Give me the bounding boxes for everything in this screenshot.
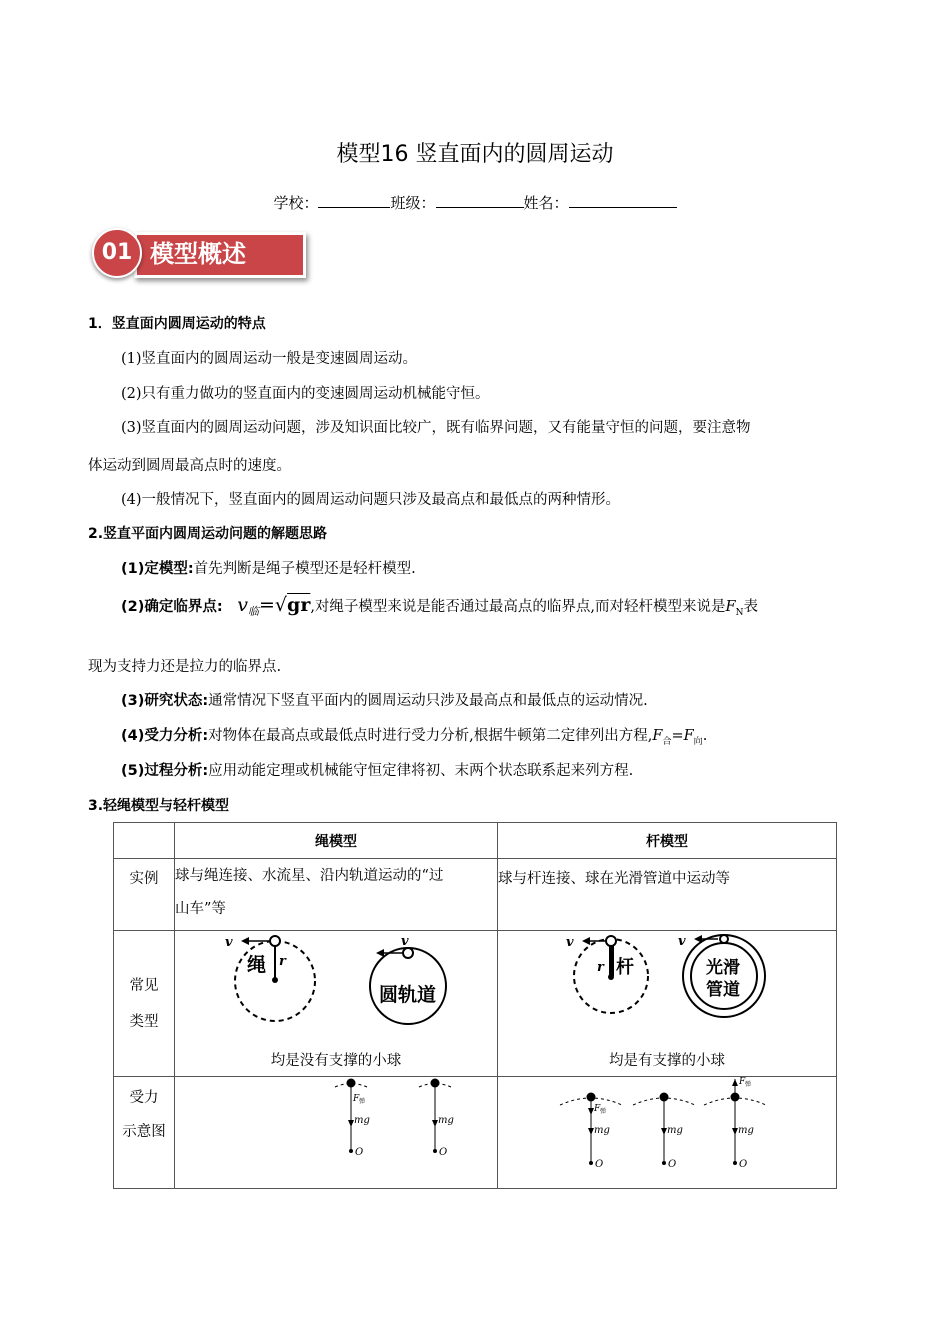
step-1: [121, 557, 416, 578]
rope-o-label-2: O: [439, 1147, 448, 1158]
equals-sign: =: [259, 594, 275, 616]
rod-f-arrow-3: [732, 1079, 738, 1086]
fn-symbol: F: [725, 599, 736, 615]
rod-r-label: r: [597, 960, 604, 975]
sqrt-icon: √: [274, 594, 288, 616]
section1-item-3-cont: 体运动到圆周最高点时的速度。: [88, 458, 291, 474]
header-empty-cell: [114, 823, 175, 859]
rope-mg-label-2: mg: [438, 1115, 454, 1126]
school-blank[interactable]: [318, 193, 390, 208]
rope-r-label: r: [279, 954, 286, 969]
rope-example-line2: 山车”等: [175, 901, 226, 917]
section1-item-4: (4)一般情况下，竖直面内的圆周运动问题只涉及最高点和最低点的两种情形。: [121, 492, 621, 508]
f-net-symbol: F: [652, 728, 663, 744]
rope-f-label: F: [353, 1094, 360, 1104]
table-row-example: [114, 859, 837, 931]
step-3-label: (3)研究状态:: [121, 693, 209, 709]
step-5-label: (5)过程分析:: [121, 763, 209, 779]
badge-label: 模型概述: [150, 240, 246, 268]
rope-example-cell: [175, 859, 498, 931]
tube-v-label: v: [678, 934, 686, 949]
row-force-label: [114, 1077, 175, 1189]
step-5: [121, 759, 633, 780]
rope-o-dot-2: [433, 1149, 437, 1153]
badge-number: 01: [92, 228, 142, 278]
rope-center: [272, 977, 278, 983]
rope-example-line1: 球与绳连接、水流星、沿内轨道运动的“过: [175, 868, 444, 884]
rod-o-dot-1: [589, 1161, 593, 1165]
rod-v-label: v: [566, 935, 574, 950]
rod-o-dot-3: [733, 1161, 737, 1165]
rod-types-cell: [498, 931, 837, 1077]
rod-ball: [606, 936, 616, 946]
rod-arrow-head: [582, 937, 590, 945]
step-2-text: ,对绳子模型来说是能否通过最高点的临界点,而对轻杆模型来说是: [310, 599, 726, 615]
section1-item-1: (1)竖直面内的圆周运动一般是变速圆周运动。: [121, 351, 418, 367]
rope-o-dot-1: [349, 1149, 353, 1153]
table-row-types: [114, 931, 837, 1077]
rope-o-label-1: O: [355, 1147, 364, 1158]
step-1-label: (1)定模型:: [121, 561, 194, 577]
rod-mg-label-1: mg: [594, 1125, 610, 1136]
fn-sub: N: [735, 607, 744, 618]
section3-heading: 3.轻绳模型与轻杆模型: [88, 798, 230, 814]
step-4-label: (4)受力分析:: [121, 728, 209, 744]
rod-f-label-1: F: [594, 1104, 601, 1114]
step-3: [121, 689, 648, 710]
step-4: [121, 724, 707, 747]
school-class-name-line: [0, 192, 950, 213]
row-force-label-line1: 受力: [129, 1090, 159, 1106]
rod-models-figure: [498, 931, 836, 1049]
class-blank[interactable]: [436, 193, 524, 208]
page-title: 模型16 竖直面内的圆周运动: [336, 142, 614, 167]
section2-heading: 2.竖直平面内圆周运动问题的解题思路: [88, 526, 328, 542]
rod-center: [608, 974, 614, 980]
rod-example-cell: 球与杆连接、球在光滑管道中运动等: [498, 859, 837, 931]
row-force-label-line2: 示意图: [122, 1124, 166, 1140]
rope-mg-label-1: mg: [354, 1115, 370, 1126]
step-5-text: 应用动能定理或机械能守恒定律将初、末两个状态联系起来列方程.: [208, 763, 634, 779]
sqrt-gr: gr: [287, 594, 311, 616]
rope-char: 绳: [247, 954, 267, 976]
rod-char: 杆: [616, 957, 634, 978]
step-2-cont: 现为支持力还是拉力的临界点.: [88, 659, 282, 675]
row-types-label-line2: 类型: [129, 1013, 159, 1030]
section1-item-2: (2)只有重力做功的竖直面内的变速圆周运动机械能守恒。: [121, 386, 490, 402]
step-3-text: 通常情况下竖直平面内的圆周运动只涉及最高点和最低点的运动情况.: [208, 693, 648, 709]
rod-o-label-1: O: [595, 1159, 604, 1170]
rod-f-sub-3: 弹: [745, 1081, 752, 1088]
col-rod-header: 杆模型: [498, 823, 837, 859]
track-arrow-head: [376, 949, 384, 957]
step-2-label: (2)确定临界点:: [121, 599, 223, 615]
rod-f-label-3: F: [739, 1077, 746, 1087]
rope-models-figure: [175, 931, 497, 1049]
school-label: 学校：: [273, 194, 319, 212]
critical-velocity-sub: 临: [248, 604, 259, 618]
step-2: [121, 594, 758, 619]
table-header-row: [114, 823, 837, 859]
row-types-label: [114, 931, 175, 1077]
rod-mg-label-3: mg: [738, 1125, 754, 1136]
f-centripetal-sub: 向: [693, 736, 703, 747]
step-2-tail: 表: [743, 599, 758, 615]
rope-note: 均是没有支撑的小球: [270, 1053, 402, 1069]
rope-f-sub: 弹: [359, 1098, 366, 1105]
rope-types-cell: [175, 931, 498, 1077]
section1-heading: 1．竖直面内圆周运动的特点: [88, 316, 266, 332]
critical-velocity-symbol: v: [237, 594, 248, 616]
rod-f-sub-1: 弹: [600, 1108, 607, 1115]
rod-o-label-3: O: [739, 1159, 748, 1170]
rod-o-dot-2: [662, 1161, 666, 1165]
row-types-label-line1: 常见: [129, 977, 159, 994]
rod-bar: [609, 943, 614, 976]
row-example-label: 实例: [114, 859, 175, 931]
track-ball: [403, 948, 413, 958]
rod-note: 均是有支撑的小球: [609, 1053, 725, 1069]
rope-arrow-head: [241, 937, 249, 945]
track-text: 圆轨道: [379, 984, 437, 1006]
class-label: 班级：: [390, 194, 436, 212]
name-blank[interactable]: [569, 193, 677, 208]
tube-arrow-head: [694, 935, 702, 943]
rope-ball: [270, 936, 280, 946]
rod-force-cell: [498, 1077, 837, 1189]
step-1-text: 首先判断是绳子模型还是轻杆模型.: [193, 561, 416, 577]
rod-o-label-2: O: [668, 1159, 677, 1170]
tube-text-line1: 光滑: [706, 958, 740, 978]
rope-force-cell: [175, 1077, 498, 1189]
table-row-force: [114, 1077, 837, 1189]
tube-text-line2: 管道: [706, 980, 740, 1000]
rope-force-figure: [175, 1077, 497, 1187]
tube-ball: [720, 935, 728, 943]
rod-mg-label-2: mg: [667, 1125, 683, 1136]
step-4-text: 对物体在最高点或最低点时进行受力分析,根据牛顿第二定律列出方程,: [208, 728, 653, 744]
track-v-label: v: [401, 934, 409, 949]
step-4-end: .: [702, 728, 708, 744]
section-badge: [92, 228, 317, 276]
rope-v-label: v: [225, 935, 233, 950]
rod-force-figure: [498, 1077, 836, 1187]
section1-item-3: (3)竖直面内的圆周运动问题，涉及知识面比较广，既有临界问题，又有能量守恒的问题，要注意物: [121, 420, 751, 436]
f-net-sub: 合: [662, 736, 672, 747]
f-centripetal-symbol: =F: [671, 728, 694, 744]
name-label: 姓名：: [523, 194, 569, 212]
comparison-table: [113, 822, 837, 1189]
col-rope-header: 绳模型: [175, 823, 498, 859]
